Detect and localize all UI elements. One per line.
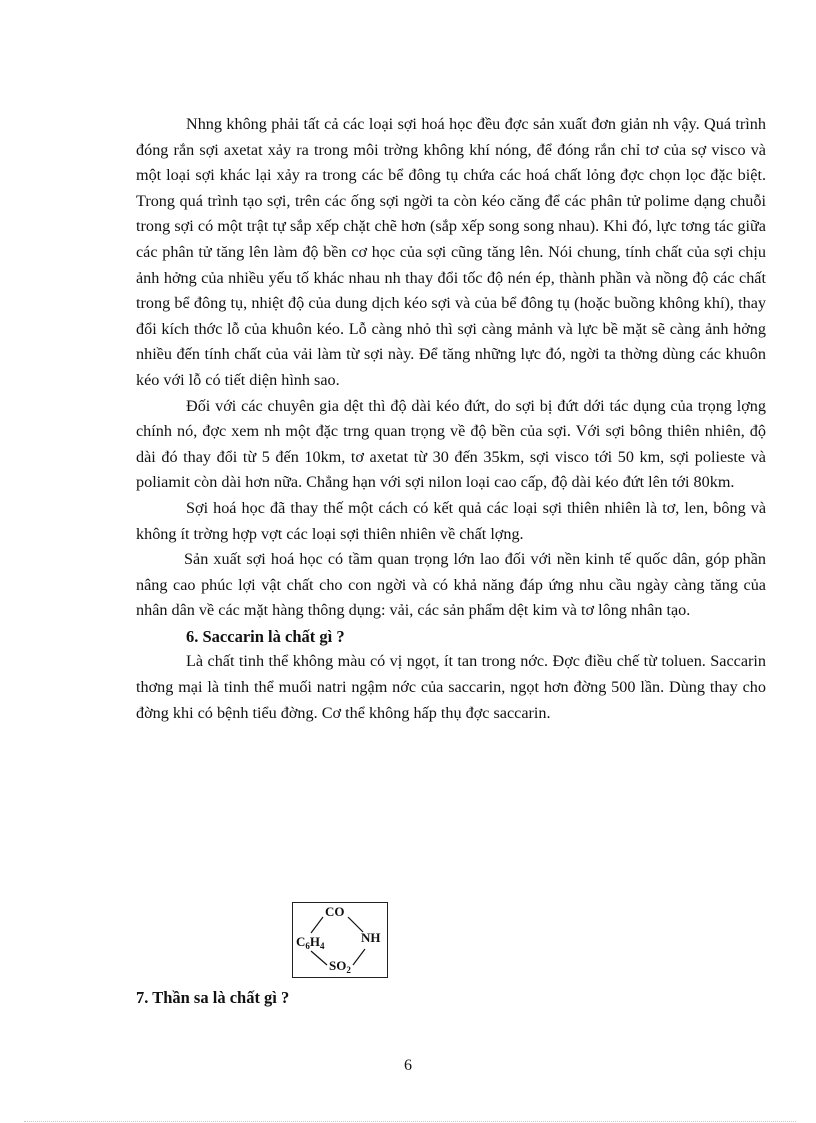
paragraph-importance: Sản xuất sợi hoá học có tầm quan trọng lớn lao đối với nền kinh tế quốc dân, góp phần nâng cao phúc lợi vật chất cho con ngời và có khả năng đáp ứng nhu cầu ngày càng tăng của nhân dân về các mặt hàng thông dụng: vải, các sản phẩm dệt kim và tơ lông nhân tạo. bbox=[136, 550, 766, 620]
section-6-heading: 6. Saccarin là chất gì ? bbox=[186, 626, 345, 646]
formula-c6h4: $C_6H_4$ bbox=[296, 934, 325, 951]
paragraph-replacement: Sợi hoá học đã thay thế một cách có kết quả các loại sợi thiên nhiên là tơ, len, bông và không ít trờng hợp vợt các loại sợi thiên nhiên về chất lợng. bbox=[136, 498, 766, 543]
saccarin-structural-formula bbox=[292, 902, 388, 978]
formula-co: CO bbox=[325, 904, 345, 919]
paragraph-breaking-length: Đối với các chuyên gia dệt thì độ dài kéo đứt, do sợi bị đứt dới tác dụng của trọng lợng chính nó, đợc xem nh một đặc trng quan trọng về độ bền của sợi. Với sợi bông thiên nhiên, độ dài đó thay đổi từ 5 đến 10km, tơ axetat từ 30 đến 35km, sợi visco tới 50 km, sợi polieste và poliamit còn dài hơn nữa. Chẳng hạn với sợi nilon loại cao cấp, độ dài kéo đứt lên tới 80km. bbox=[136, 396, 766, 492]
section-6-body: Là chất tinh thể không màu có vị ngọt, ít tan trong nớc. Đợc điều chế từ toluen. Saccarin thơng mại là tinh thể muối natri ngậm nớc của saccarin, ngọt hơn đờng 500 lần. Dùng thay cho đờng khi có bệnh tiểu đờng. Cơ thể không hấp thụ đợc saccarin. bbox=[136, 652, 766, 722]
formula-nh: NH bbox=[361, 930, 381, 945]
section-7-heading: 7. Thần sa là chất gì ? bbox=[136, 988, 290, 1007]
formula-so2: $SO_2$ bbox=[329, 958, 351, 975]
document-body bbox=[136, 112, 766, 726]
paragraph-fiber-solidification: Nhng không phải tất cả các loại sợi hoá học đều đợc sản xuất đơn giản nh vậy. Quá trình đóng rắn sợi axetat xảy ra trong môi trờng không khí nóng, để đóng rắn chỉ tơ của sợ visco và một loại sợi khác lại xảy ra trong các bể đông tụ chứa các hoá chất lỏng đợc chọn lọc đặc biệt. Trong quá trình tạo sợi, trên các ống sợi ngời ta còn kéo căng để các phân tử polime dạng chuỗi trong sợi có một trật tự sắp xếp chặt chẽ hơn (sắp xếp song song nhau). Khi đó, lực tơng tác giữa các phân tử tăng lên làm độ bền cơ học của sợi cũng tăng lên. Nói chung, tính chất của sợi chịu ảnh hởng của nhiều yếu tố khác nhau nh thay đổi tốc độ nén ép, thành phần và nồng độ các chất trong bể đông tụ, nhiệt độ của dung dịch kéo sợi và của bể đông tụ (hoặc buồng không khí), thay đổi kích thớc lỗ của khuôn kéo. Lỗ càng nhỏ thì sợi càng mảnh và lực bề mặt sẽ càng ảnh hởng nhiều đến tính chất của vải làm từ sợi này. Để tăng những lực đó, ngời ta thờng dùng các khuôn kéo với lỗ có tiết diện hình sao. bbox=[136, 115, 766, 389]
page-number: 6 bbox=[404, 1057, 412, 1074]
page-footer-divider bbox=[24, 1121, 796, 1122]
